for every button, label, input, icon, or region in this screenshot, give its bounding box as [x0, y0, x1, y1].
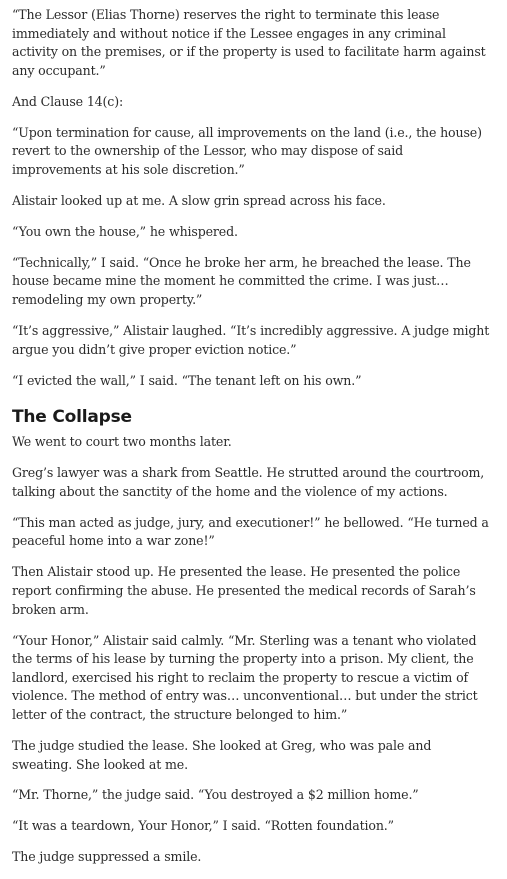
- paragraph: “Mr. Thorne,” the judge said. “You destroyed a $2 million home.”: [12, 787, 419, 803]
- paragraph: Greg’s lawyer was a shark from Seattle. He strutted around the courtroom, talking about the sanctity of the home and the violence of my actions.: [12, 465, 485, 499]
- clause-intro: And Clause 14(c):: [12, 93, 124, 109]
- lease-clause-quote: “The Lessor (Elias Thorne) reserves the right to terminate this lease immediately and without notice if the Lessee engages in any criminal activity on the premises, or if the property is used to facilitate harm against any occupant.”: [12, 7, 486, 78]
- paragraph: Then Alistair stood up. He presented the lease. He presented the police report confirming the abuse. He presented the medical records of Sarah’s broken arm.: [12, 564, 476, 617]
- clause-14c-quote: “Upon termination for cause, all improvements on the land (i.e., the house) revert to the ownership of the Lessor, who may dispose of said improvements at his sole discretion.”: [12, 124, 482, 177]
- paragraph: “You own the house,” he whispered.: [12, 223, 238, 239]
- paragraph: “This man acted as judge, jury, and executioner!” he bellowed. “He turned a peaceful home into a war zone!”: [12, 514, 489, 549]
- paragraph: The judge studied the lease. She looked at Greg, who was pale and sweating. She looked at me.: [12, 737, 432, 772]
- paragraph: “It was a teardown, Your Honor,” I said. “Rotten foundation.”: [12, 818, 394, 834]
- section-heading: The Collapse: [12, 407, 132, 428]
- paragraph: “Your Honor,” Alistair said calmly. “Mr. Sterling was a tenant who violated the terms of his lease by turning the property into a prison. My client, the landlord, exercised his right to reclaim the property to rescue a victim of violence. The method of entry was… unconventional… but under the strict letter of the contract, the structure belonged to him.”: [12, 632, 478, 722]
- paragraph: We went to court two months later.: [12, 434, 232, 450]
- paragraph: “I evicted the wall,” I said. “The tenant left on his own.”: [12, 372, 362, 388]
- paragraph: The judge suppressed a smile.: [12, 849, 202, 865]
- article-body: [12, 6, 494, 879]
- paragraph: “Technically,” I said. “Once he broke her arm, he breached the lease. The house became mine the moment he committed the crime. I was just… remodeling my own property.”: [12, 254, 471, 308]
- paragraph: “It’s aggressive,” Alistair laughed. “It’s incredibly aggressive. A judge might argue you didn’t give proper eviction notice.”: [12, 323, 490, 357]
- paragraph: Alistair looked up at me. A slow grin spread across his face.: [12, 192, 386, 208]
